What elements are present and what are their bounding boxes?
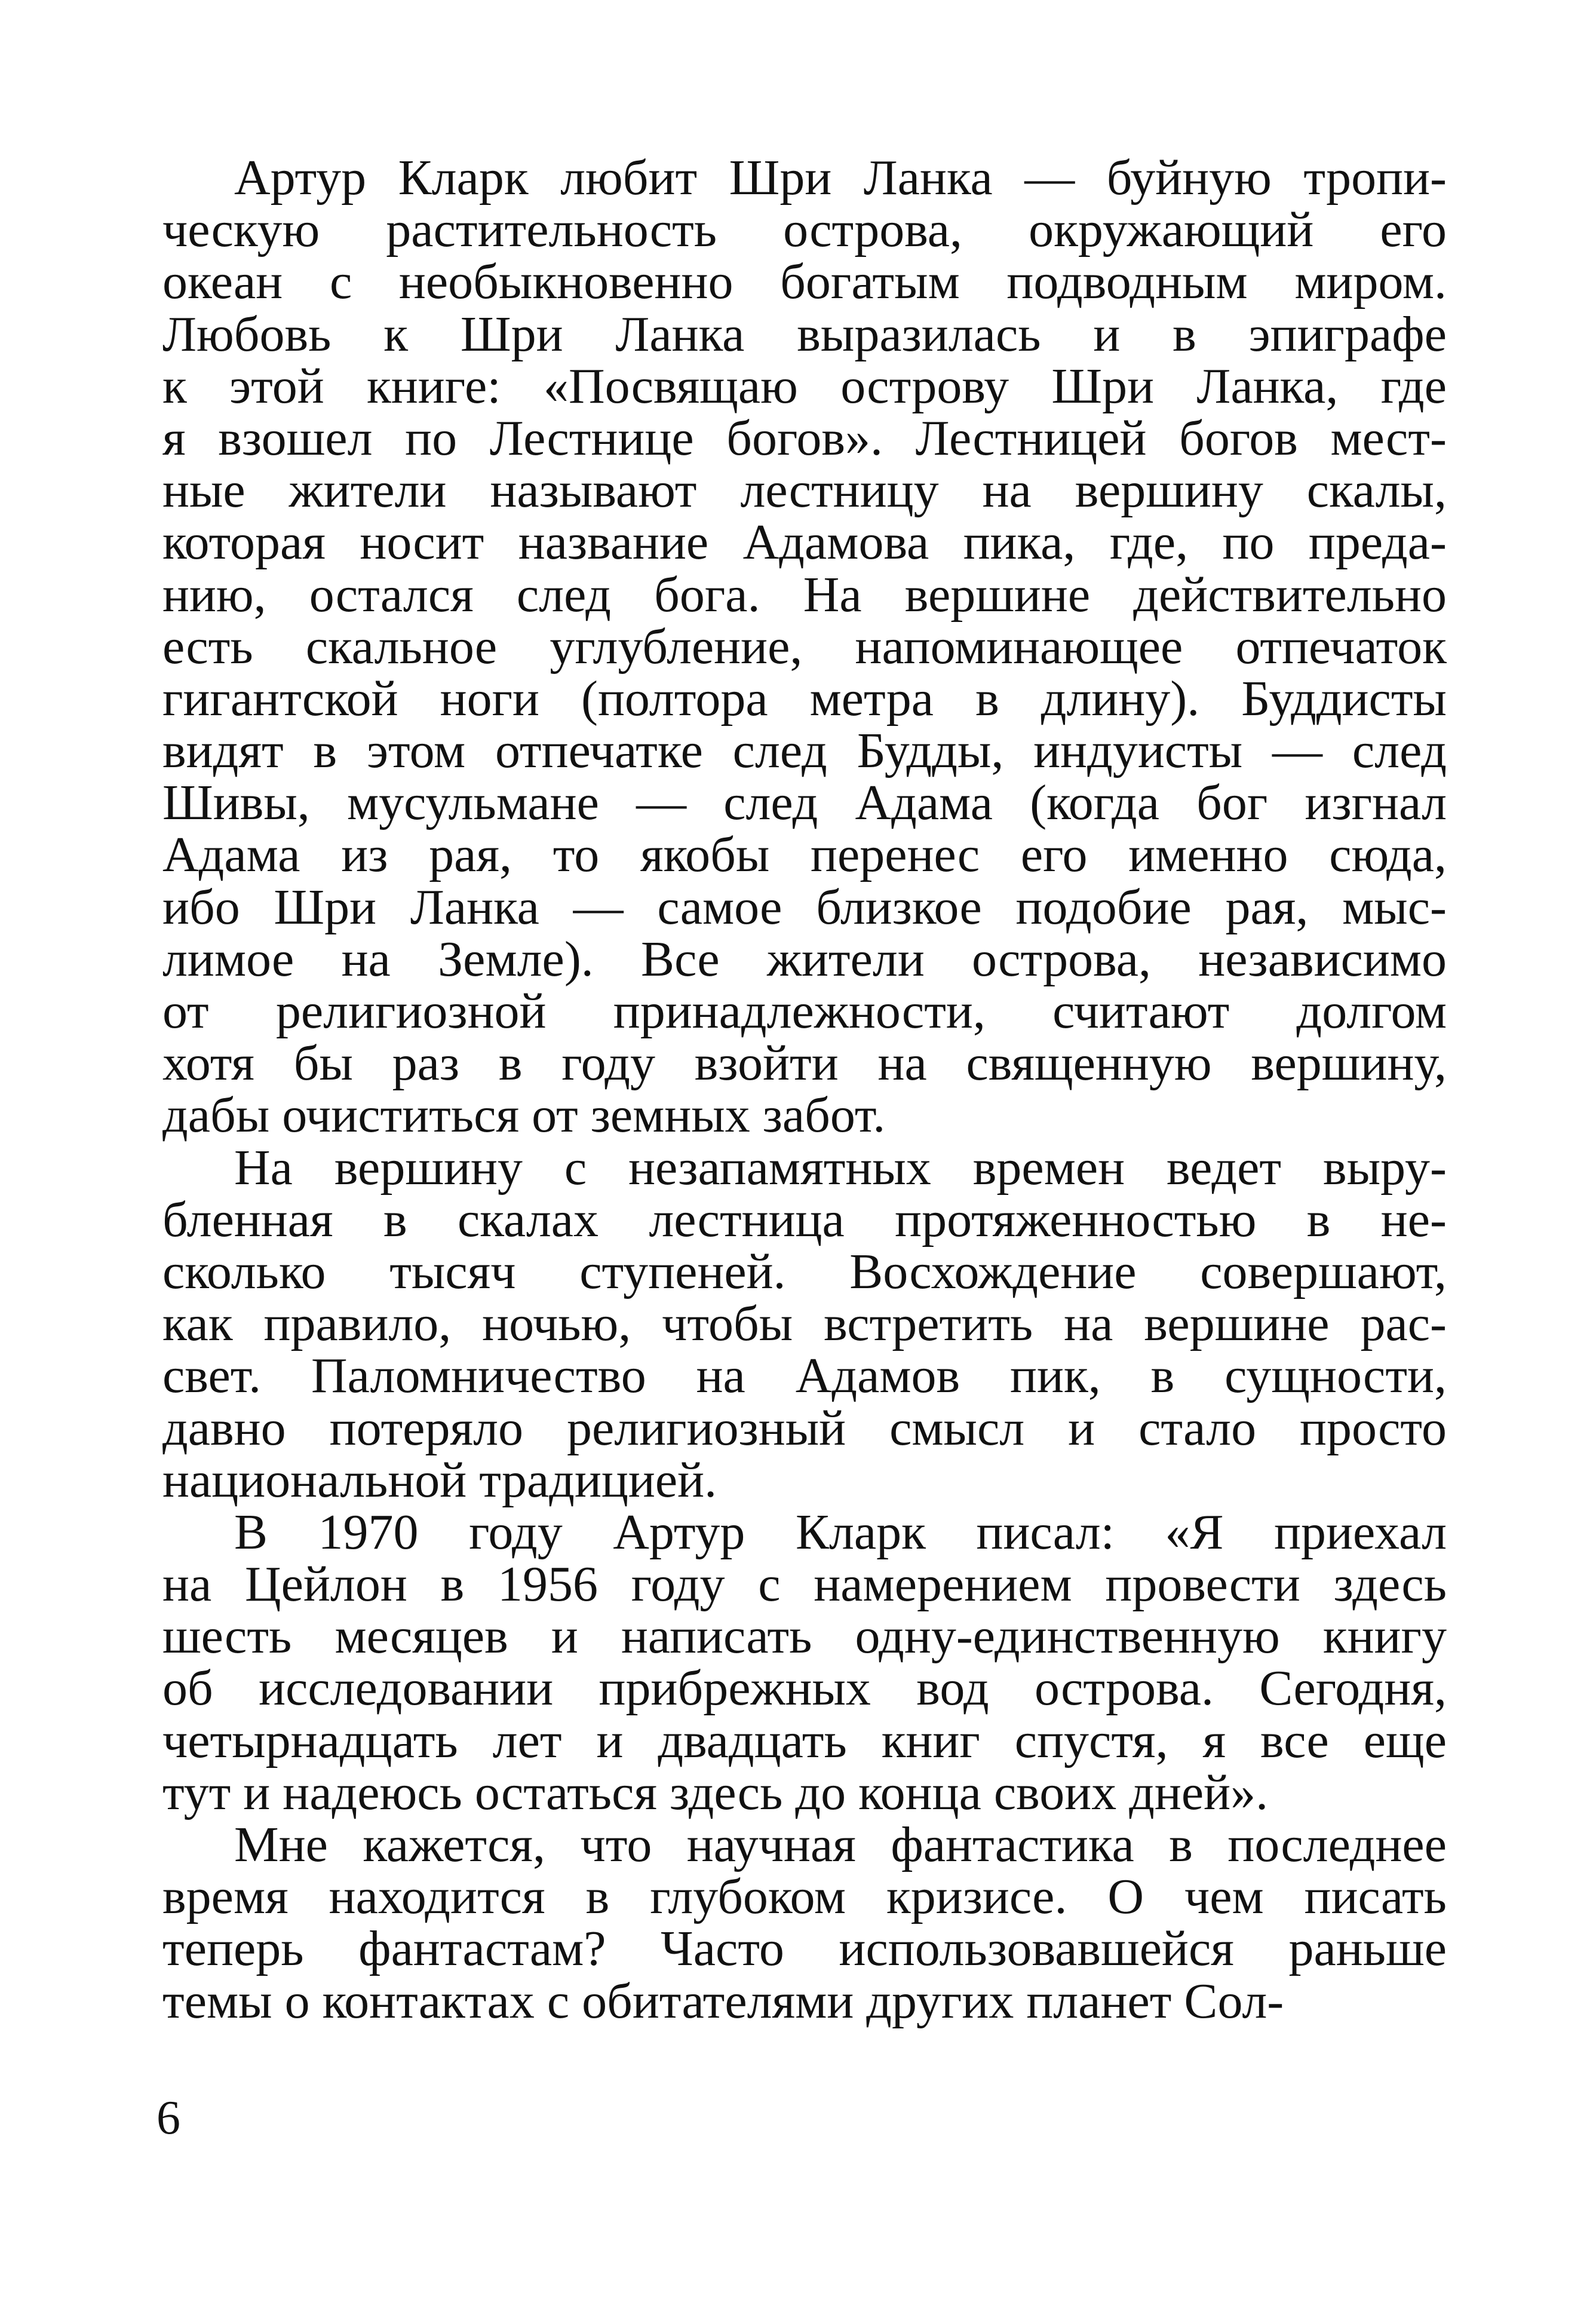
- text-line: к этой книге: «Посвящаю острову Шри Ланка, где: [162, 358, 1447, 414]
- text-line: ибо Шри Ланка — самое близкое подобие рая, мыс-: [162, 879, 1447, 935]
- paragraph: [162, 152, 1447, 1142]
- text-line: Адама из рая, то якобы перенес его именно сюда,: [162, 827, 1447, 883]
- text-line: хотя бы раз в году взойти на священную вершину,: [162, 1035, 1447, 1092]
- text-line: лимое на Земле). Все жители острова, независимо: [162, 931, 1447, 987]
- paragraph: [162, 1139, 1447, 1508]
- text-line: я взошел по Лестнице богов». Лестницей богов мест-: [162, 410, 1447, 466]
- text-line: Мне кажется, что научная фантастика в последнее: [234, 1817, 1447, 1872]
- text-line: давно потеряло религиозный смысл и стало просто: [162, 1400, 1447, 1456]
- text-line: океан с необыкновенно богатым подводным миром.: [162, 254, 1447, 310]
- text-line: дабы очиститься от земных забот.: [162, 1087, 886, 1144]
- paragraph: [162, 1506, 1447, 1819]
- text-line: На вершину с незапамятных времен ведет выру-: [234, 1139, 1447, 1196]
- page-number: 6: [156, 2092, 180, 2144]
- text-line: видят в этом отпечатке след Будды, индуисты — след: [162, 723, 1447, 779]
- paragraph: [162, 1819, 1447, 2027]
- text-line: есть скальное углубление, напоминающее отпечаток: [162, 618, 1447, 675]
- text-line: ческую растительность острова, окружающий его: [162, 202, 1447, 258]
- text-line: Артур Кларк любит Шри Ланка — буйную тропи-: [234, 150, 1447, 206]
- text-line: об исследовании прибрежных вод острова. Сегодня,: [162, 1660, 1447, 1717]
- text-line: шесть месяцев и написать одну-единственную книгу: [162, 1608, 1447, 1665]
- text-line: на Цейлон в 1956 году с намерением провести здесь: [162, 1556, 1447, 1613]
- body-text: [162, 152, 1447, 2027]
- text-line: тут и надеюсь остаться здесь до конца своих дней».: [162, 1764, 1269, 1820]
- text-line: которая носит название Адамова пика, где, по преда-: [162, 514, 1447, 571]
- text-line: нию, остался след бога. На вершине действительно: [162, 566, 1447, 623]
- text-line: национальной традицией.: [162, 1452, 717, 1508]
- text-line: В 1970 году Артур Кларк писал: «Я приехал: [234, 1504, 1447, 1560]
- text-line: как правило, ночью, чтобы встретить на вершине рас-: [162, 1296, 1447, 1352]
- text-line: от религиозной принадлежности, считают долгом: [162, 983, 1447, 1039]
- text-line: четырнадцать лет и двадцать книг спустя, я все еще: [162, 1712, 1447, 1769]
- text-line: время находится в глубоком кризисе. О чем писать: [162, 1869, 1447, 1925]
- text-line: Шивы, мусульмане — след Адама (когда бог изгнал: [162, 775, 1447, 831]
- text-line: гигантской ноги (полтора метра в длину). Буддисты: [162, 670, 1447, 727]
- text-line: Любовь к Шри Ланка выразилась и в эпиграфе: [162, 306, 1447, 362]
- text-line: бленная в скалах лестница протяженностью в не-: [162, 1191, 1447, 1248]
- text-line: теперь фантастам? Часто использовавшейся раньше: [162, 1921, 1447, 1977]
- text-line: сколько тысяч ступеней. Восхождение совершают,: [162, 1243, 1447, 1299]
- text-line: ные жители называют лестницу на вершину скалы,: [162, 462, 1447, 519]
- text-line: свет. Паломничество на Адамов пик, в сущности,: [162, 1348, 1447, 1404]
- text-line: темы о контактах с обитателями других планет Сол-: [162, 1973, 1284, 2029]
